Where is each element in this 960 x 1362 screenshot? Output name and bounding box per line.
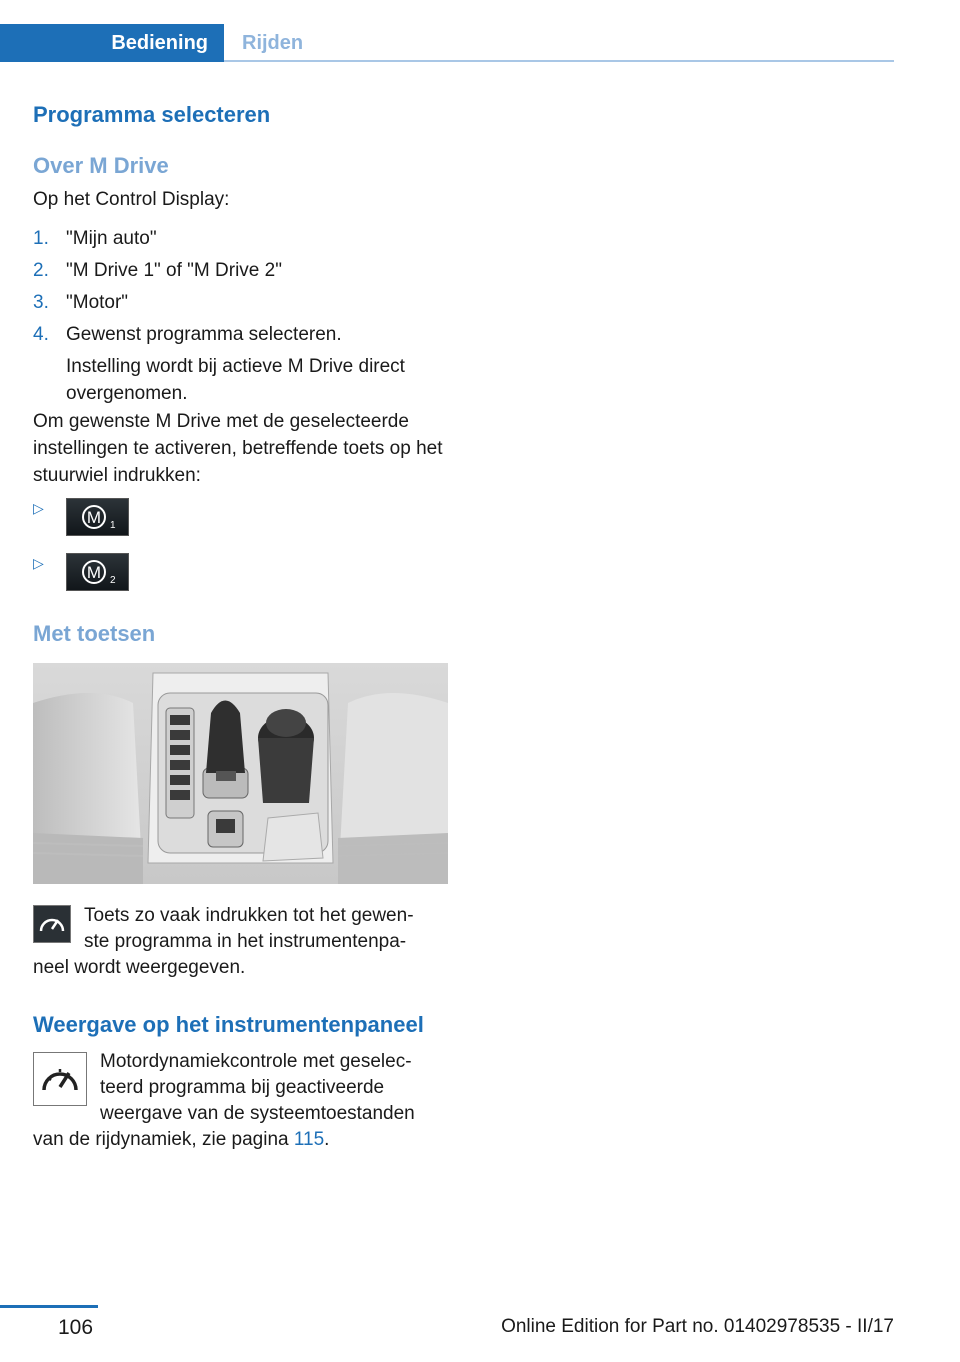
- list-item: [33, 225, 448, 252]
- m-letter: M: [86, 508, 101, 527]
- list-text: "Motor": [66, 292, 129, 313]
- section-title: Programma selecteren: [33, 102, 271, 127]
- edition-text: Online Edition for Part no. 01402978535 - II/17: [501, 1316, 894, 1337]
- page-link-115[interactable]: 115: [293, 1129, 325, 1150]
- list-number: 1.: [33, 228, 49, 249]
- list-number: 2.: [33, 260, 49, 281]
- m-sub-2: 2: [109, 575, 116, 586]
- activate-text: Om gewenste M Drive met de geselecteerde instellingen te activeren, betreffende toets op het stuurwiel indrukken:: [33, 411, 443, 486]
- weergave-text-pre: van de rijdynamiek, zie pagina: [33, 1129, 294, 1150]
- weergave-text-line2: teerd programma bij geactiveerde: [100, 1077, 385, 1098]
- m-sub-1: 1: [109, 520, 116, 531]
- list-item: [33, 289, 448, 316]
- bullet-arrow: ▷: [33, 500, 44, 516]
- list-number: 4.: [33, 324, 49, 345]
- tab-rijden[interactable]: Rijden: [224, 24, 894, 62]
- weergave-text-line3: weergave van de systeemtoestanden: [100, 1103, 415, 1124]
- step-note: Instelling wordt bij actieve M Drive direct overgenomen.: [66, 356, 405, 404]
- center-console-illustration: [33, 663, 448, 884]
- page-number: 106: [58, 1316, 94, 1339]
- speedometer-icon: [33, 1052, 87, 1106]
- bullet-arrow: ▷: [33, 555, 44, 571]
- tab-bediening[interactable]: Bediening: [0, 24, 224, 62]
- tab-underline: [224, 60, 894, 62]
- list-item: [33, 257, 448, 284]
- driving-dynamics-button-icon: [33, 905, 71, 943]
- list-item: [33, 321, 448, 348]
- weergave-text-post: .: [324, 1129, 330, 1150]
- subsection-weergave: Weergave op het instrumentenpaneel: [33, 1012, 424, 1037]
- m-drive-1-button-icon: [66, 498, 129, 536]
- m-drive-2-button-icon: [66, 553, 129, 591]
- weergave-text-line1: Motordynamiekcontrole met geselec-: [100, 1051, 412, 1072]
- list-text: Gewenst programma selecteren.: [66, 324, 342, 345]
- subsection-over-m-drive: Over M Drive: [33, 153, 169, 178]
- footer-accent-line: [0, 1305, 98, 1308]
- list-number: 3.: [33, 292, 49, 313]
- list-text: "M Drive 1" of "M Drive 2": [66, 260, 282, 281]
- intro-text: Op het Control Display:: [33, 189, 230, 210]
- toets-text-line2: ste programma in het instrumentenpa-: [84, 931, 407, 952]
- header-tabs: [0, 0, 960, 62]
- list-text: "Mijn auto": [66, 228, 157, 249]
- m-letter: M: [86, 563, 101, 582]
- toets-text-line3: neel wordt weergegeven.: [33, 957, 246, 978]
- subsection-met-toetsen: Met toetsen: [33, 621, 156, 646]
- weergave-text-line4: [33, 1126, 448, 1153]
- toets-text-line1: Toets zo vaak indrukken tot het gewen-: [84, 905, 414, 926]
